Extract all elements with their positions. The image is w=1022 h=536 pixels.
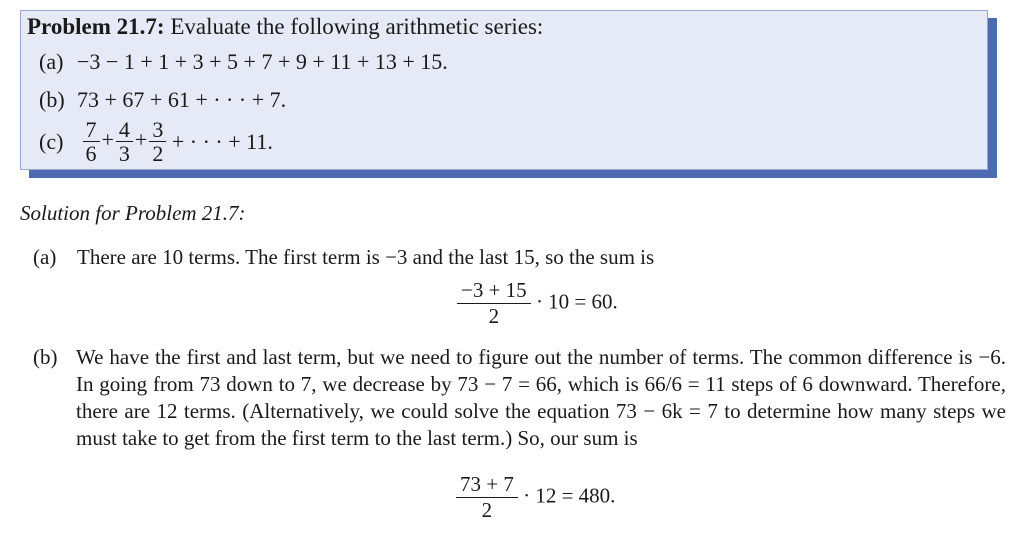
problem-heading — [27, 14, 543, 40]
equation-result: · 12 = 480. — [523, 483, 616, 508]
part-a-label: (a) — [39, 49, 64, 74]
solution-a-equation — [457, 280, 618, 327]
plus-sign: + — [101, 127, 114, 153]
part-b-expression: 73 + 67 + 61 + · · · + 7. — [77, 87, 287, 112]
solution-a-text: There are 10 terms. The first term is −3 and the last 15, so the sum is — [77, 245, 655, 269]
plus-sign: + — [134, 127, 148, 153]
problem-box — [20, 10, 988, 170]
problem-part-c — [39, 119, 273, 165]
problem-label: Problem 21.7: — [27, 14, 165, 39]
problem-part-b — [39, 87, 286, 113]
solution-part-a — [33, 245, 654, 270]
solution-b-equation — [456, 474, 615, 521]
fraction-4-3: $\frac{4}{3}$ — [116, 119, 133, 165]
solution-b-text: We have the first and last term, but we need to figure out the number of terms. The common difference is −6. In going from 73 down to 7, we decrease by 73 − 7 = 66, which is 66/6 = 11 steps of 6 downward. Therefore, there are 12 terms. (Alternatively, we could solve the equation 73 − 6k = 7 to determine how many steps we must take to get from the first term to the last term.) So, our sum is — [76, 345, 1006, 450]
part-b-label: (b) — [39, 87, 65, 112]
solution-b-label: (b) — [33, 345, 58, 369]
problem-prompt: Evaluate the following arithmetic series: — [170, 14, 544, 39]
part-c-label: (c) — [39, 129, 64, 154]
solution-a-label: (a) — [33, 245, 57, 269]
solution-title: Solution for Problem 21.7: — [20, 201, 246, 225]
fraction-7-6: $\frac{7}{6}$ — [83, 119, 100, 165]
equation-result: · 10 = 60. — [535, 289, 618, 314]
fraction: $\frac{73 + 7}{2}$ — [456, 474, 518, 521]
fraction-3-2: $\frac{3}{2}$ — [149, 119, 166, 165]
part-c-tail: + · · · + 11. — [171, 129, 273, 154]
fraction: $\frac{-3 + 15}{2}$ — [457, 280, 531, 327]
part-a-expression: −3 − 1 + 1 + 3 + 5 + 7 + 9 + 11 + 13 + 15. — [77, 49, 448, 74]
problem-part-a — [39, 49, 448, 75]
